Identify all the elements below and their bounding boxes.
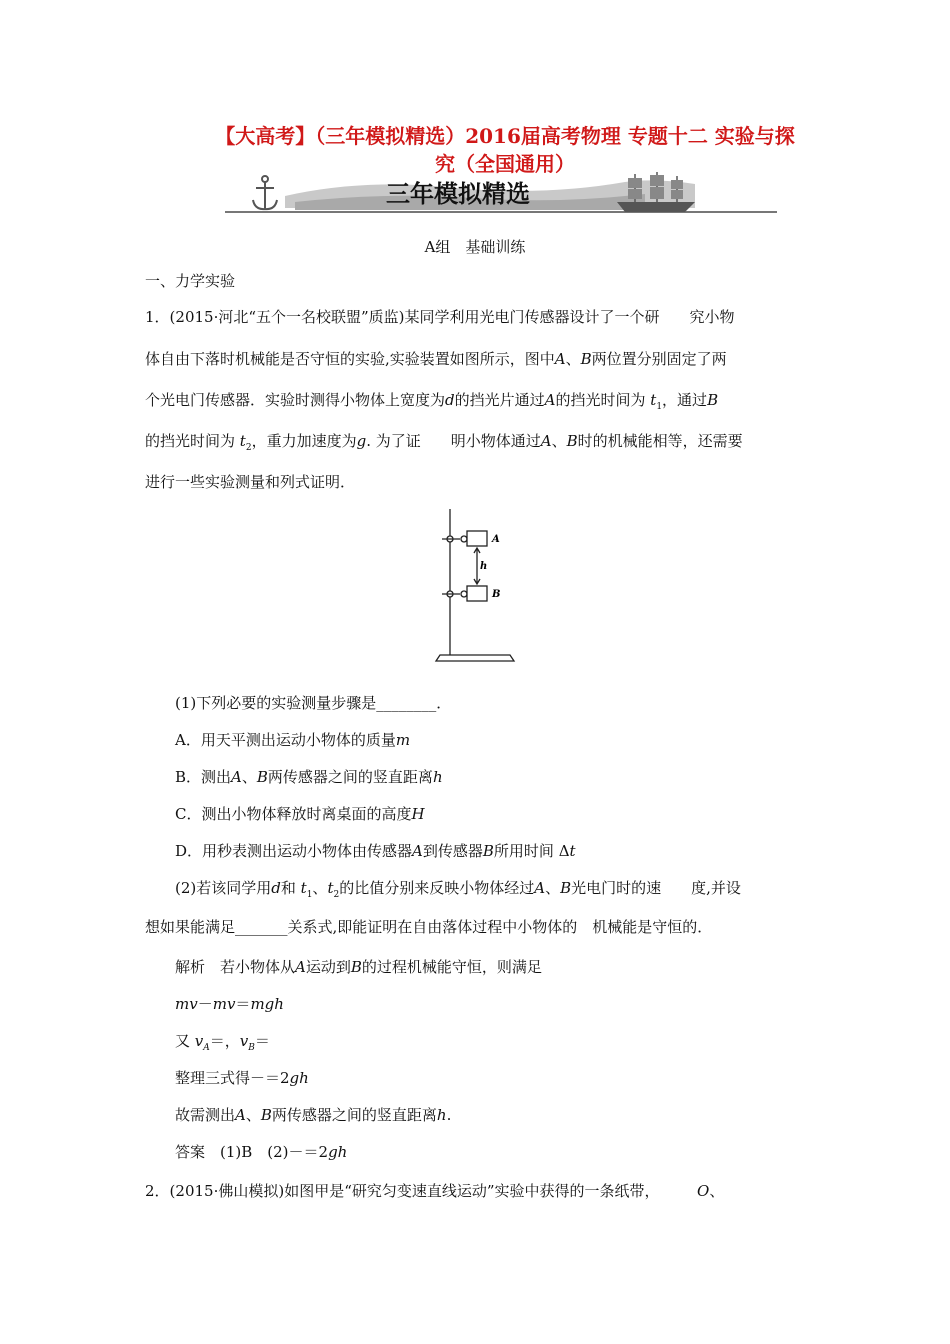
label-B: B [492, 589, 501, 600]
anchor-icon [253, 176, 277, 209]
q1-line-4: 的挡光时间为 $t_2$，重力加速度为g. 为了证 明小物体通过A、B时的机械能相等，还需要 [145, 432, 743, 453]
label-h: h [480, 561, 488, 572]
q1-line-1: 1．(2015·河北“五个一名校联盟”质监)某同学利用光电门传感器设计了一个研 究小物 [145, 308, 735, 326]
section-heading: 一、力学实验 [145, 272, 236, 290]
part2-line-2: 想如果能满足_______关系式,即能证明在自由落体过程中小物体的 机械能是守恒的． [145, 918, 713, 936]
sensor-B [467, 586, 487, 601]
part1-question: (1)下列必要的实验测量步骤是________． [175, 694, 452, 712]
group-title: A组 基础训练 [424, 238, 526, 256]
banner-text: 三年模拟精选 [386, 180, 530, 208]
title-line-1: 【大高考】（三年模拟精选）2016届高考物理 专题十二 实验与探 [215, 124, 795, 148]
analysis: 解析 若小物体从A运动到B的过程机械能守恒，则满足 [175, 958, 542, 976]
equation-3: 整理三式得－＝2gh [175, 1069, 309, 1087]
sensor-A [467, 531, 487, 546]
part2-line-1: (2)若该同学用d和 $t_1$、$t_2$的比值分别来反映小物体经过A、B光电门时的速 度,并设 [175, 879, 741, 900]
apparatus-figure [430, 505, 520, 665]
option-C: C．测出小物体释放时离桌面的高度H [175, 805, 425, 823]
section-banner [225, 170, 777, 220]
option-B: B．测出A、B两传感器之间的竖直距离h [175, 768, 443, 786]
answer: 答案 (1)B (2)－＝2gh [175, 1143, 348, 1161]
q1-line-2: 体自由下落时机械能是否守恒的实验,实验装置如图所示，图中A、B两位置分别固定了两 [145, 350, 727, 368]
q2-line-1: 2．(2015·佛山模拟)如图甲是“研究匀变速直线运动”实验中获得的一条纸带， O、 [145, 1182, 725, 1200]
title-line-2: 究（全国通用） [435, 152, 575, 176]
equation-1: mv－mv＝mgh [175, 995, 284, 1013]
label-A: A [492, 534, 500, 545]
option-A: A．用天平测出运动小物体的质量m [175, 731, 411, 749]
equation-2: 又 $v_A=$，$v_B=$ [175, 1032, 270, 1053]
stand-base [436, 655, 514, 661]
conclusion: 故需测出A、B两传感器之间的竖直距离h. [175, 1106, 452, 1124]
q1-line-3: 个光电门传感器．实验时测得小物体上宽度为d的挡光片通过A的挡光时间为 $t_1$，通过B [145, 391, 719, 412]
q1-line-5: 进行一些实验测量和列式证明． [145, 473, 356, 491]
option-D: D．用秒表测出运动小物体由传感器A到传感器B所用时间 Δt [175, 842, 576, 860]
